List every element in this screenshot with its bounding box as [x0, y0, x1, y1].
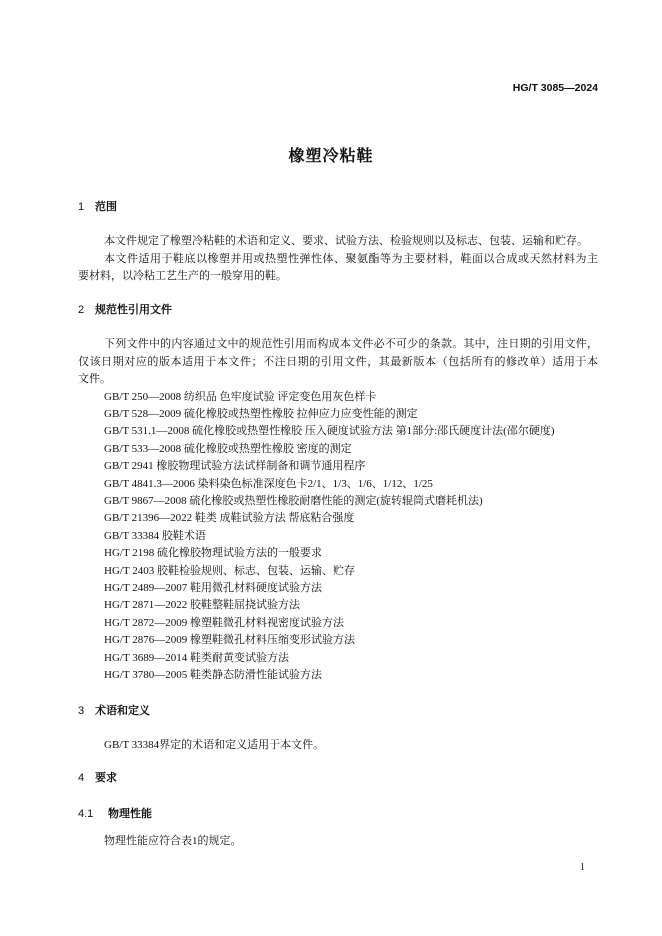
- section-title: 范围: [95, 201, 117, 214]
- document-code: HG/T 3085—2024: [512, 82, 598, 94]
- section-3-heading: [78, 703, 150, 720]
- reference-item: GB/T 528—2009 硫化橡胶或热塑性橡胶 拉伸应力应变性能的测定: [104, 407, 418, 420]
- reference-item: GB/T 531.1—2008 硫化橡胶或热塑性橡胶 压入硬度试验方法 第1部分:邵氏硬度计法(邵尔硬度): [104, 425, 555, 438]
- paragraph-line: 本文件规定了橡塑冷粘鞋的术语和定义、要求、试验方法、检验规则以及标志、包装、运输和贮存。: [104, 235, 588, 248]
- reference-item: GB/T 4841.3—2006 染料染色标准深度色卡2/1、1/3、1/6、1/12、1/25: [104, 477, 433, 490]
- reference-item: HG/T 3689—2014 鞋类耐黄变试验方法: [104, 651, 289, 664]
- reference-item: HG/T 2403 胶鞋检验规则、标志、包装、运输、贮存: [104, 564, 355, 577]
- document-title: 橡塑冷粘鞋: [288, 148, 374, 165]
- paragraph-line: 要材料，以冷粘工艺生产的一般穿用的鞋。: [78, 270, 287, 283]
- section-number: 4: [78, 772, 85, 785]
- reference-list: [78, 389, 598, 685]
- section-1-body: [78, 233, 598, 285]
- page-number: 1: [580, 862, 585, 873]
- subsection-4-1-heading: [78, 806, 152, 823]
- reference-item: HG/T 2198 硫化橡胶物理试验方法的一般要求: [104, 547, 322, 560]
- reference-item: GB/T 33384 胶鞋术语: [104, 529, 206, 542]
- reference-item: HG/T 3780—2005 鞋类静态防滑性能试验方法: [104, 669, 322, 682]
- subsection-number: 4.1: [78, 808, 94, 821]
- section-title: 规范性引用文件: [95, 304, 172, 317]
- section-1-heading: [78, 199, 117, 216]
- reference-item: GB/T 250—2008 纺织品 色牢度试验 评定变色用灰色样卡: [104, 390, 377, 403]
- section-title: 术语和定义: [95, 705, 150, 718]
- subsection-title: 物理性能: [108, 808, 152, 821]
- paragraph-line: 仅该日期对应的版本适用于本文件；不注日期的引用文件，其最新版本（包括所有的修改单）适用于本: [78, 355, 598, 368]
- reference-item: GB/T 9867—2008 硫化橡胶或热塑性橡胶耐磨性能的测定(旋转辊筒式磨耗机法): [104, 494, 483, 507]
- section-3-body: [78, 737, 598, 754]
- section-4-heading: [78, 770, 117, 787]
- section-number: 3: [78, 705, 85, 718]
- reference-item: HG/T 2489—2007 鞋用微孔材料硬度试验方法: [104, 581, 322, 594]
- section-2-heading: [78, 302, 172, 319]
- paragraph-line: 本文件适用于鞋底以橡塑并用或热塑性弹性体、聚氨酯等为主要材料，鞋面以合成或天然材料为主: [104, 252, 598, 265]
- section-title: 要求: [95, 772, 117, 785]
- reference-item: HG/T 2876—2009 橡塑鞋微孔材料压缩变形试验方法: [104, 634, 355, 647]
- paragraph-line: 文件。: [78, 373, 111, 386]
- section-number: 1: [78, 201, 85, 214]
- reference-item: HG/T 2871—2022 胶鞋整鞋屈挠试验方法: [104, 599, 300, 612]
- subsection-4-1-body: [78, 833, 598, 850]
- section-2-body: [78, 336, 598, 684]
- reference-item: HG/T 2872—2009 橡塑鞋微孔材料视密度试验方法: [104, 616, 344, 629]
- paragraph-line: 物理性能应符合表1的规定。: [104, 835, 242, 848]
- paragraph-line: GB/T 33384界定的术语和定义适用于本文件。: [104, 739, 325, 752]
- reference-item: GB/T 533—2008 硫化橡胶或热塑性橡胶 密度的测定: [104, 442, 352, 455]
- paragraph-line: 下列文件中的内容通过文中的规范性引用而构成本文件必不可少的条款。其中，注日期的引用文件，: [104, 338, 598, 351]
- section-number: 2: [78, 304, 85, 317]
- reference-item: GB/T 2941 橡胶物理试验方法试样制备和调节通用程序: [104, 460, 366, 473]
- reference-item: GB/T 21396—2022 鞋类 成鞋试验方法 帮底粘合强度: [104, 512, 355, 525]
